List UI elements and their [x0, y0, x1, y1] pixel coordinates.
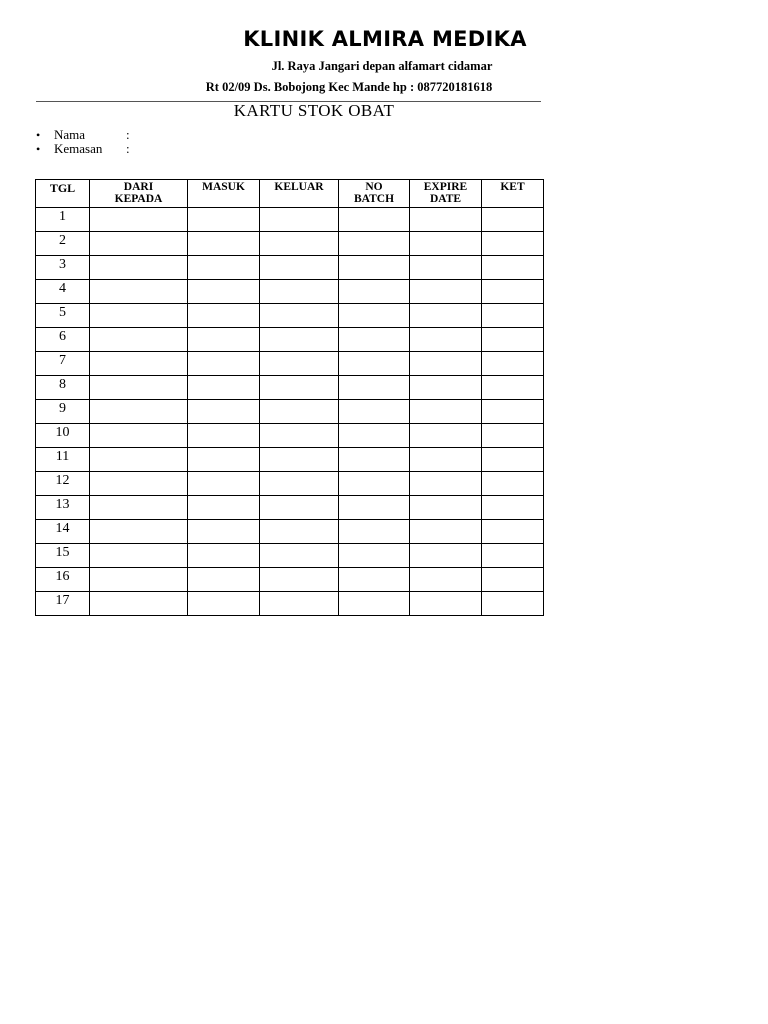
cell-expire-date: [410, 448, 482, 472]
cell-dari-kepada: [90, 328, 188, 352]
cell-keluar: [260, 592, 339, 616]
row-number: 10: [36, 424, 90, 448]
row-number: 4: [36, 280, 90, 304]
cell-expire-date: [410, 208, 482, 232]
field-separator: :: [126, 141, 130, 156]
row-number: 16: [36, 568, 90, 592]
cell-expire-date: [410, 232, 482, 256]
table-row: [36, 496, 544, 520]
cell-ket: [482, 592, 544, 616]
bullet-icon: •: [36, 128, 41, 142]
table-row: [36, 304, 544, 328]
cell-masuk: [188, 544, 260, 568]
row-number: 15: [36, 544, 90, 568]
cell-keluar: [260, 352, 339, 376]
cell-no-batch: [339, 448, 410, 472]
document-title: KARTU STOK OBAT: [233, 101, 395, 120]
cell-no-batch: [339, 376, 410, 400]
cell-expire-date: [410, 328, 482, 352]
table-header-row: [36, 180, 544, 208]
cell-masuk: [188, 568, 260, 592]
cell-no-batch: [339, 520, 410, 544]
cell-no-batch: [339, 304, 410, 328]
cell-ket: [482, 208, 544, 232]
table-row: [36, 520, 544, 544]
row-number: 7: [36, 352, 90, 376]
cell-no-batch: [339, 568, 410, 592]
cell-dari-kepada: [90, 376, 188, 400]
cell-keluar: [260, 328, 339, 352]
cell-expire-date: [410, 304, 482, 328]
cell-ket: [482, 448, 544, 472]
cell-expire-date: [410, 424, 482, 448]
cell-keluar: [260, 448, 339, 472]
table-row: [36, 568, 544, 592]
col-header-ket: KET: [482, 180, 544, 208]
cell-no-batch: [339, 280, 410, 304]
cell-keluar: [260, 424, 339, 448]
cell-keluar: [260, 544, 339, 568]
cell-ket: [482, 328, 544, 352]
cell-ket: [482, 280, 544, 304]
field-label-nama: Nama: [54, 127, 86, 142]
cell-dari-kepada: [90, 352, 188, 376]
address-line-2: Rt 02/09 Ds. Bobojong Kec Mande hp : 087720181618: [205, 80, 493, 94]
col-header-keluar: KELUAR: [260, 180, 339, 208]
table-row: [36, 280, 544, 304]
cell-ket: [482, 496, 544, 520]
cell-keluar: [260, 256, 339, 280]
table-row: [36, 352, 544, 376]
cell-dari-kepada: [90, 472, 188, 496]
cell-dari-kepada: [90, 304, 188, 328]
cell-expire-date: [410, 472, 482, 496]
cell-expire-date: [410, 280, 482, 304]
cell-masuk: [188, 400, 260, 424]
row-number: 3: [36, 256, 90, 280]
cell-keluar: [260, 232, 339, 256]
cell-keluar: [260, 280, 339, 304]
cell-expire-date: [410, 496, 482, 520]
cell-expire-date: [410, 592, 482, 616]
cell-ket: [482, 232, 544, 256]
cell-ket: [482, 568, 544, 592]
cell-dari-kepada: [90, 232, 188, 256]
cell-dari-kepada: [90, 256, 188, 280]
row-number: 1: [36, 208, 90, 232]
col-header-expire-date-text: EXPIRE DATE: [423, 181, 468, 205]
cell-ket: [482, 304, 544, 328]
cell-no-batch: [339, 232, 410, 256]
cell-keluar: [260, 400, 339, 424]
cell-expire-date: [410, 544, 482, 568]
row-number: 9: [36, 400, 90, 424]
row-number: 5: [36, 304, 90, 328]
cell-dari-kepada: [90, 568, 188, 592]
col-header-no-batch: [339, 180, 410, 208]
cell-no-batch: [339, 496, 410, 520]
cell-masuk: [188, 472, 260, 496]
row-number: 11: [36, 448, 90, 472]
table-row: [36, 376, 544, 400]
field-label-kemasan: Kemasan: [54, 141, 103, 156]
cell-no-batch: [339, 592, 410, 616]
cell-expire-date: [410, 376, 482, 400]
row-number: 13: [36, 496, 90, 520]
table-row: [36, 544, 544, 568]
col-header-expire-date: [410, 180, 482, 208]
bullet-icon: •: [36, 142, 41, 156]
stock-table: [35, 179, 544, 616]
cell-keluar: [260, 208, 339, 232]
cell-no-batch: [339, 472, 410, 496]
cell-no-batch: [339, 400, 410, 424]
cell-ket: [482, 520, 544, 544]
cell-masuk: [188, 352, 260, 376]
col-header-dari-kepada: [90, 180, 188, 208]
cell-no-batch: [339, 424, 410, 448]
row-number: 14: [36, 520, 90, 544]
cell-masuk: [188, 256, 260, 280]
cell-no-batch: [339, 256, 410, 280]
cell-keluar: [260, 376, 339, 400]
cell-no-batch: [339, 352, 410, 376]
cell-keluar: [260, 568, 339, 592]
cell-no-batch: [339, 328, 410, 352]
cell-dari-kepada: [90, 592, 188, 616]
cell-ket: [482, 376, 544, 400]
cell-dari-kepada: [90, 496, 188, 520]
cell-masuk: [188, 328, 260, 352]
cell-no-batch: [339, 544, 410, 568]
col-header-dari-kepada-text: DARI KEPADA: [114, 181, 163, 205]
table-row: [36, 592, 544, 616]
cell-masuk: [188, 520, 260, 544]
cell-dari-kepada: [90, 208, 188, 232]
cell-expire-date: [410, 400, 482, 424]
cell-keluar: [260, 472, 339, 496]
cell-masuk: [188, 424, 260, 448]
cell-masuk: [188, 304, 260, 328]
cell-keluar: [260, 304, 339, 328]
cell-dari-kepada: [90, 520, 188, 544]
cell-expire-date: [410, 520, 482, 544]
cell-expire-date: [410, 568, 482, 592]
cell-ket: [482, 472, 544, 496]
cell-masuk: [188, 448, 260, 472]
cell-ket: [482, 400, 544, 424]
cell-dari-kepada: [90, 280, 188, 304]
cell-keluar: [260, 520, 339, 544]
cell-ket: [482, 424, 544, 448]
cell-dari-kepada: [90, 448, 188, 472]
field-separator: :: [126, 127, 130, 142]
cell-masuk: [188, 496, 260, 520]
clinic-name: KLINIK ALMIRA MEDIKA: [243, 27, 527, 51]
row-number: 6: [36, 328, 90, 352]
col-header-no-batch-text: NO BATCH: [353, 181, 395, 205]
row-number: 17: [36, 592, 90, 616]
cell-ket: [482, 256, 544, 280]
table-row: [36, 472, 544, 496]
cell-masuk: [188, 592, 260, 616]
table-row: [36, 256, 544, 280]
cell-masuk: [188, 376, 260, 400]
cell-masuk: [188, 208, 260, 232]
stock-table-body: [36, 208, 544, 616]
cell-masuk: [188, 280, 260, 304]
cell-ket: [482, 544, 544, 568]
table-row: [36, 448, 544, 472]
cell-dari-kepada: [90, 400, 188, 424]
row-number: 2: [36, 232, 90, 256]
table-row: [36, 232, 544, 256]
cell-keluar: [260, 496, 339, 520]
row-number: 12: [36, 472, 90, 496]
row-number: 8: [36, 376, 90, 400]
table-row: [36, 328, 544, 352]
cell-dari-kepada: [90, 544, 188, 568]
table-row: [36, 400, 544, 424]
cell-expire-date: [410, 352, 482, 376]
cell-ket: [482, 352, 544, 376]
address-line-1: Jl. Raya Jangari depan alfamart cidamar: [271, 59, 493, 73]
table-row: [36, 424, 544, 448]
col-header-tgl: TGL: [36, 180, 90, 208]
cell-expire-date: [410, 256, 482, 280]
cell-dari-kepada: [90, 424, 188, 448]
col-header-masuk: MASUK: [188, 180, 260, 208]
cell-no-batch: [339, 208, 410, 232]
cell-masuk: [188, 232, 260, 256]
table-row: [36, 208, 544, 232]
